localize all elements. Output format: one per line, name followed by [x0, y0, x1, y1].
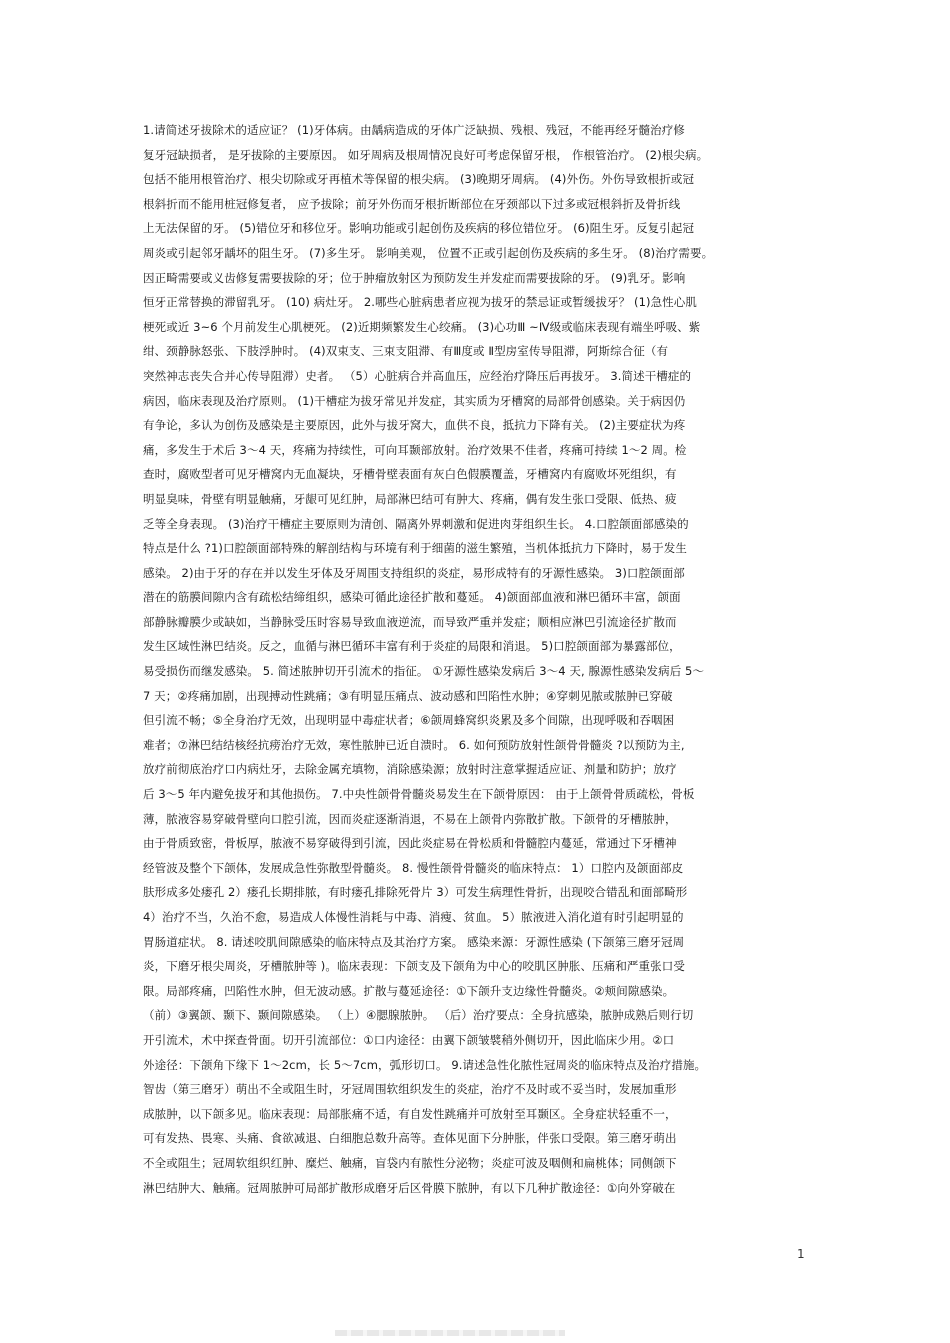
text-line: 智齿（第三磨牙）萌出不全或阻生时，牙冠周围软组织发生的炎症，治疗不及时或不妥当时，发展加重形	[143, 1082, 677, 1097]
text-line: 复牙冠缺损者， 是牙拔除的主要原因。 如牙周病及根周情况良好可考虑保留牙根， 作根管治疗。 (2)根尖病。	[143, 147, 709, 162]
text-line: 肤形成多处瘘孔 2）瘘孔长期排脓，有时瘘孔排除死骨片 3）可发生病理性骨折，出现咬合错乱和面部畸形	[143, 885, 688, 900]
text-line: 痛，多发生于术后 3～4 天，疼痛为持续性，可向耳颞部放射。治疗效果不佳者，疼痛可持续 1～2 周。检	[143, 442, 687, 457]
text-line: 但引流不畅；⑤全身治疗无效，出现明显中毒症状者；⑥颌周蜂窝织炎累及多个间隙，出现呼吸和吞咽困	[143, 713, 675, 728]
text-line: 经管波及整个下颌体，发展成急性弥散型骨髓炎。 8. 慢性颌骨骨髓炎的临床特点： 1）口腔内及颌面部皮	[143, 860, 684, 875]
text-line: 炎，下磨牙根尖周炎，牙槽脓肿等 )。临床表现：下颌支及下颌角为中心的咬肌区肿胀、压痛和严重张口受	[143, 959, 685, 974]
text-line: 放疗前彻底治疗口内病灶牙，去除金属充填物，消除感染源；放射时注意掌握适应证、剂量和防护；放疗	[143, 762, 677, 777]
footer-watermark-strip	[335, 1330, 565, 1336]
text-line: 部静脉瓣膜少或缺如，当静脉受压时容易导致血液逆流，而导致严重并发症；顺相应淋巴引流途径扩散而	[143, 614, 677, 629]
text-line: 成脓肿，以下颌多见。临床表现：局部胀痛不适，有自发性跳痛并可放射至耳颞区。全身症状轻重不一，	[143, 1106, 677, 1121]
text-line: 不全或阻生；冠周软组织红肿、糜烂、触痛，盲袋内有脓性分泌物；炎症可波及咽侧和扁桃体；同侧颌下	[143, 1155, 677, 1170]
text-line: 开引流术，术中探查骨面。切开引流部位：①口内途径：由翼下颌皱襞稍外侧切开，因此临床少用。②口	[143, 1032, 675, 1047]
text-line: 可有发热、畏寒、头痛、食欲减退、白细胞总数升高等。查体见面下分肿胀，伴张口受限。第三磨牙萌出	[143, 1131, 677, 1146]
text-line: 7 天；②疼痛加剧，出现搏动性跳痛；③有明显压痛点、波动感和凹陷性水肿；④穿刺见脓或脓肿已穿破	[143, 688, 673, 703]
text-line: 后 3～5 年内避免拔牙和其他损伤。 7.中央性颌骨骨髓炎易发生在下颌骨原因： 由于上颌骨骨质疏松，骨板	[143, 787, 695, 802]
text-line: 特点是什么 ?1)口腔颌面部特殊的解剖结构与环境有利于细菌的滋生繁殖，当机体抵抗力下降时，易于发生	[143, 541, 687, 556]
text-line: 恒牙正常替换的滞留乳牙。 (10) 病灶牙。 2.哪些心脏病患者应视为拔牙的禁忌证或暂缓拔牙？ (1)急性心肌	[143, 295, 697, 310]
text-line: 胃肠道症状。 8. 请述咬肌间隙感染的临床特点及其治疗方案。 感染来源：牙源性感染 (下颌第三磨牙冠周	[143, 934, 685, 949]
text-line: 乏等全身表现。 (3)治疗干槽症主要原则为清创、隔离外界刺激和促进肉芽组织生长。 4.口腔颌面部感染的	[143, 516, 689, 531]
text-line: 难者；⑦淋巴结结核经抗痨治疗无效，寒性脓肿已近自溃时。 6. 如何预防放射性颌骨骨髓炎 ?以预防为主,	[143, 737, 685, 752]
text-line: 包括不能用根管治疗、根尖切除或牙再植术等保留的根尖病。 (3)晚期牙周病。 (4)外伤。外伤导致根折或冠	[143, 172, 695, 187]
text-line: 有争论，多认为创伤及感染是主要原因，此外与拔牙窝大，血供不良，抵抗力下降有关。 (2)主要症状为疼	[143, 418, 686, 433]
text-line: 根斜折而不能用桩冠修复者， 应予拔除；前牙外伤而牙根折断部位在牙颈部以下过多或冠根斜折及骨折线	[143, 196, 681, 211]
text-line: 因正畸需要或义齿修复需要拔除的牙；位于肿瘤放射区为预防发生并发症而需要拔除的牙。 (9)乳牙。影响	[143, 270, 686, 285]
text-line: 明显臭味，骨壁有明显触痛，牙龈可见红肿，局部淋巴结可有肿大、疼痛，偶有发生张口受限、低热、疲	[143, 491, 677, 506]
text-line: 发生区域性淋巴结炎。反之，血循与淋巴循环丰富有利于炎症的局限和消退。 5)口腔颌面部为暴露部位，	[143, 639, 681, 654]
text-line: （前）③翼颌、颞下、颞间隙感染。 （上）④腮腺脓肿。 （后）治疗要点：全身抗感染，脓肿成熟后则行切	[143, 1008, 694, 1023]
text-line: 病因，临床表现及治疗原则。 (1)干槽症为拔牙常见并发症，其实质为牙槽窝的局部骨创感染。关于病因仍	[143, 393, 686, 408]
text-line: 淋巴结肿大、触痛。冠周脓肿可局部扩散形成磨牙后区骨膜下脓肿，有以下几种扩散途径：①向外穿破在	[143, 1180, 676, 1195]
body-text	[143, 118, 811, 1200]
text-line: 薄，脓液容易穿破骨壁向口腔引流，因而炎症逐渐消退，不易在上颌骨内弥散扩散。下颌骨的牙槽脓肿，	[143, 811, 677, 826]
text-line: 突然神志丧失合并心传导阻滞）史者。 （5）心脏病合并高血压，应经治疗降压后再拔牙。 3.简述干槽症的	[143, 368, 692, 383]
text-line: 4）治疗不当，久治不愈，易造成人体慢性消耗与中毒、消瘦、贫血。 5）脓液进入消化道有时引起明显的	[143, 910, 684, 924]
text-line: 周炎或引起邻牙龋坏的阻生牙。 (7)多生牙。 影响美观， 位置不正或引起创伤及疾病的多生牙。 (8)治疗需要。	[143, 245, 714, 260]
text-line: 梗死或近 3~6 个月前发生心肌梗死。 (2)近期频繁发生心绞痛。 (3)心功Ⅲ ~Ⅳ级或临床表现有端坐呼吸、紫	[143, 319, 701, 334]
text-line: 限。局部疼痛，凹陷性水肿，但无波动感。扩散与蔓延途径：①下颌升支边缘性骨髓炎。②颊间隙感染。	[143, 983, 675, 998]
text-line: 易受损伤而继发感染。 5. 简述脓肿切开引流术的指征。 ①牙源性感染发病后 3～4 天, 腺源性感染发病后 5～	[143, 664, 705, 679]
text-line: 1.请简述牙拔除术的适应证？ (1)牙体病。由龋病造成的牙体广泛缺损、残根、残冠，不能再经牙髓治疗修	[143, 123, 685, 137]
text-line: 绀、颈静脉怒张、下肢浮肿时。 (4)双束支、三束支阻滞、有Ⅲ度或 Ⅱ型房室传导阻滞，阿斯综合征（有	[143, 344, 669, 359]
text-line: 潜在的筋膜间隙内含有疏松结缔组织，感染可循此途径扩散和蔓延。 4)颌面部血液和淋巴循环丰富，颌面	[143, 590, 681, 605]
page-number: 1	[797, 1247, 805, 1261]
text-line: 由于骨质致密，骨板厚，脓液不易穿破得到引流，因此炎症易在骨松质和骨髓腔内蔓延，常通过下牙槽神	[143, 836, 677, 851]
text-line: 感染。 2)由于牙的存在并以发生牙体及牙周围支持组织的炎症，易形成特有的牙源性感染。 3)口腔颌面部	[143, 565, 685, 580]
text-line: 外途径：下颌角下缘下 1～2cm，长 5～7cm，弧形切口。 9.请述急性化脓性冠周炎的临床特点及治疗措施。	[143, 1057, 707, 1072]
text-line: 查时，腐败型者可见牙槽窝内无血凝块，牙槽骨壁表面有灰白色假膜覆盖，牙槽窝内有腐败坏死组织，有	[143, 467, 677, 482]
text-line: 上无法保留的牙。 (5)错位牙和移位牙。影响功能或引起创伤及疾病的移位错位牙。 (6)阻生牙。反复引起冠	[143, 221, 695, 236]
